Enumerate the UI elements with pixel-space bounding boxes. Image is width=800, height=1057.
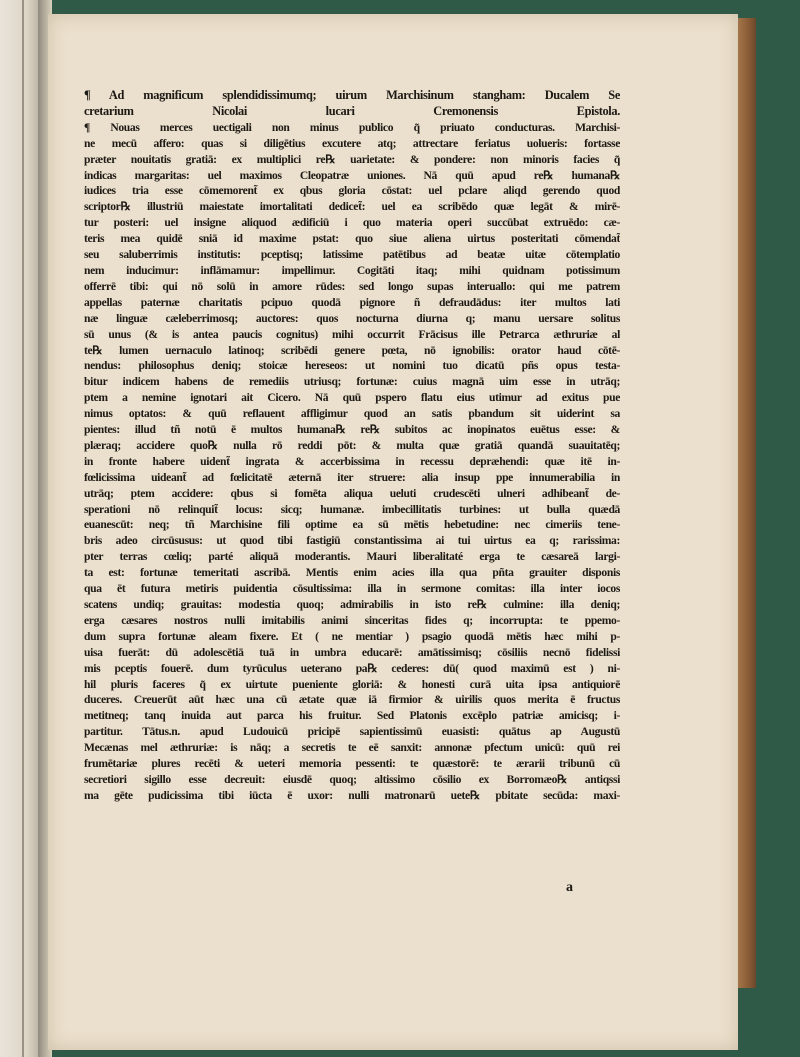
text-line: tur posteri: uel insigne aliquod ædificiū i quo materia operi succūbat extruēdo: cæ- bbox=[84, 216, 620, 230]
text-line: sperationi nō relinquit̃ locus: sicq; humanæ. imbecillitatis turbines: ut bulla quædā bbox=[84, 502, 620, 516]
text-line: scatens undiq; grauitas: modestia quoq; admirabilis in isto re℞ culmine: illa deniq; bbox=[84, 598, 620, 611]
text-line: secretiori sigillo esse decreuit: eiusdē quoq; altissimo cōsilio ex Borromæo℞ antiqssi bbox=[84, 772, 620, 786]
text-line: seu saluberrimis institutis: pceptisq; latissime patētibus ad beatæ uitæ cōtemplatio bbox=[84, 248, 620, 262]
text-line: cretarium Nicolai lucari Cremonensis Epistola. bbox=[84, 103, 620, 118]
page-fold-line bbox=[22, 0, 24, 1057]
text-line: duceres. Creuerūt aūt hæc una cū ætate quæ iā firmior & uirilis quos merita ē fructus bbox=[84, 693, 620, 707]
text-line: Mecænas mel æthruriæ: is nāq; a secretis te eē sanxit: annonæ pfectum unicū: quū rei bbox=[84, 741, 620, 755]
text-line: plæraq; accidere quo℞ nulla rō reddi pōt: & multa quæ gratiā quandā suauitatēq; bbox=[84, 438, 620, 452]
text-line: pientes: illud tñ notū ē multos humana℞ re℞ subitos ac inopinatos euētus esse: & bbox=[84, 423, 620, 437]
text-line: indicas margaritas: uel maximos Cleopatræ uniones. Nā quū apud re℞ humana℞ bbox=[84, 168, 620, 182]
text-line: partitur. Tātus.n. apud Ludouicū pricipē sapientissimū euasisti: quātus ap Augustū bbox=[84, 725, 620, 739]
text-line: nem inducimur: inflāmamur: impellimur. Cogitāti itaq; mihi quidnam potissimum bbox=[84, 263, 620, 277]
text-line: bitur indicem habens de remediis utriusq; fortunæ: cuius magnā uim esse in utrāq; bbox=[84, 375, 620, 389]
epistola-text bbox=[84, 88, 620, 804]
text-line: qua ēt futura metiris puidentia cōsultissima: illa in sermone comitas: illa inter iocos bbox=[84, 582, 620, 596]
text-line: nimus optatos: & quū reflauent affligimur quod an satis pbandum sit uiderint sa bbox=[84, 407, 620, 421]
text-line: scriptor℞ illustriū maiestate imortalitati dedicet̃: uel ea scribēdo quæ legāt & mirē- bbox=[84, 200, 620, 214]
text-line: fœlicissima uideant̃ ad fœlicitatē æternā iter struere: alia insup ppe innumerabilia in bbox=[84, 470, 620, 484]
left-page-edge bbox=[0, 0, 38, 1057]
text-line: dum supra fortunæ aleam fixere. Et ( ne mentiar ) psagio quodā mētis hæc mihi p- bbox=[84, 629, 620, 643]
text-line: mis pceptis fouerē. dum tyrūculus ueterano pa℞ cederes: dū( quod maximū est ) ni- bbox=[84, 661, 620, 675]
text-line: iudices tria esse cōmemorent̃ ex qbus gloria cōstat: uel pclare aliqd gerendo quod bbox=[84, 184, 620, 198]
text-line: nendus: philosophus deniq; stoicæ hereseos: ut nomini tuo dicatū pñs opus testa- bbox=[84, 359, 620, 373]
text-line: offerrē tibi: qui nō solū in amore rūdes: sed longo supas interuallo: qui me patrem bbox=[84, 279, 620, 293]
text-line: utrāq; ptem accidere: qbus si fomēta aliqua ueluti crudescēti ulneri adhibeant̃ de- bbox=[84, 486, 620, 500]
text-line: in fronte habere uident̃ ingrata & accerbissima in recessu depræhendi: quæ itē in- bbox=[84, 454, 620, 468]
text-line: ma gēte pudicissima tibi iūcta ē uxor: nulli matronarū uete℞ pbitate secūda: maxi- bbox=[84, 788, 620, 802]
text-line: pter terras cœliq; parté aliquā moderantis. Mauri liberalitaté erga te cæsareā largi- bbox=[84, 550, 620, 564]
signature-mark: a bbox=[566, 880, 573, 895]
text-line: euanescūt: neq; tñ Marchisine fili optime ea sū mētis hebetudine: nec cimeriis tene- bbox=[84, 518, 620, 532]
text-line: metitneq; tanq inuida aut parca his fruitur. Sed Platonis excēplo patriæ amicisq; i- bbox=[84, 709, 620, 723]
text-line: præter nouitatis gratiā: ex multiplici re℞ uarietate: & pondere: non minoris facies q̃ bbox=[84, 152, 620, 166]
text-line: hil pluris faceres q̃ ex uirtute pueniente gloriā: & honesti curā uita ipsa antiquiorē bbox=[84, 677, 620, 691]
text-line: næ linguæ cæleberrimosq; auctores: quos nocturna diurna q; manu uersare solitus bbox=[84, 311, 620, 325]
text-line: frumētariæ plures recēti & ueteri memoria pessenti: te quæstorē: te ærarii tribunū cū bbox=[84, 757, 620, 771]
text-line: bris adeo circūsusus: ut quod tibi fastigiū constantissima ai tui uirtus ea q; rarissima: bbox=[84, 534, 620, 548]
text-line: appellas paternæ charitatis pcipuo quodā pignore ñ defraudādus: iter multos lati bbox=[84, 295, 620, 309]
text-line: teris mea quidē sniā id maxime pstat: quo siue aliena uirtus posteritati cōmendat̃ bbox=[84, 232, 620, 246]
text-line: ¶ Nouas merces uectigali non minus publico q̃ priuato conducturas. Marchisi- bbox=[84, 120, 620, 134]
text-line: ptem a nemine ignotari ait Cicero. Nā quū pspero flatu eius utimur ad exitus pue bbox=[84, 391, 620, 405]
right-cover-edge bbox=[736, 18, 756, 988]
text-line: ¶ Ad magnificum splendidissimumq; uirum Marchisinum stangham: Ducalem Se bbox=[84, 88, 620, 102]
text-line: erga cæsares nostros nulli imitabilis animi sinceritas fides q; incorrupta: te ppemo- bbox=[84, 613, 620, 627]
text-line: uisa fuerāt: dū adolescētiā tuā in umbra educarē: amātissimisq; cōsiliis necnō fidelissi bbox=[84, 645, 620, 659]
text-line: sū unus (& is antea paucis cognitus) mihi occurrit Frācisus ille Petrarca æthruriæ al bbox=[84, 327, 620, 341]
text-line: ne mecū affero: quas si diligētius excutere atq; attrectare feriatus uolueris: fortasse bbox=[84, 136, 620, 150]
text-line: te℞ lumen uernaculo latinoq; scribēdi genere pœta, nō ignobilis: orator haud cōtē- bbox=[84, 343, 620, 357]
text-line: ta est: fortunæ temeritati ascribā. Mentis enim acies illa qua pñta grauiter disponis bbox=[84, 566, 620, 580]
